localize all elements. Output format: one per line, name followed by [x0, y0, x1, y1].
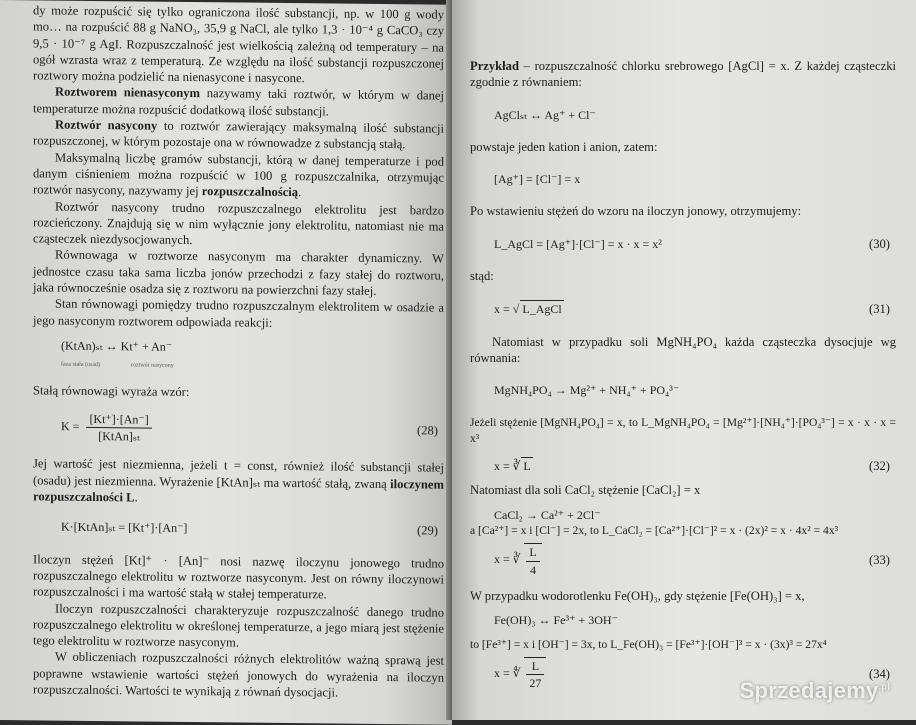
equation-30: L_AgCl = [Ag⁺]·[Cl⁻] = x · x = x² (30) [494, 236, 890, 251]
equation-ca-dissociation: CaCl₂ → Ca²⁺ + 2Cl⁻ [494, 507, 601, 522]
reaction-label-solution: roztwór nasycony [130, 362, 174, 370]
paragraph-solubility-product: Jej wartość jest niezmienna, jeżeli t = const, również ilość substancji stałej (osadu) jest niezmienna. Wyrażenie [KtAn]ₛₜ ma wartość stałą, zwaną iloczynem rozpuszczalności L. [33, 456, 444, 505]
paragraph-solubility-intro: dy może rozpuścić się tylko ograniczona ilość substancji, np. w 100 g wody mo… na rozpuścić 88 g NaNO₃, 35,9 g NaCl, ale tylko 1,3 · 10⁻⁴ g CaCO₃ czy 9,5 · 10⁻⁷ g AgI. Rozpuszczalność jest wielkością zależną od temperatury – na ogół wzrasta wraz z temperaturą. Ze względu na ilość substancji rozpuszczonej roztwory można podzielić na nienasycone i nasycone. [33, 3, 444, 86]
term-solubility-product: iloczynem rozpuszczalności L [33, 476, 444, 505]
equation-fe-dissociation: Fe(OH)₃ ↔ Fe³⁺ + 3OH⁻ [494, 613, 618, 628]
equation-28: K = $\frac{[Kt^+]\cdot[An^-]}{\text{[KtAn]ₛₜ}}$ (28) [61, 411, 438, 444]
example-label: Przykład [470, 59, 519, 73]
term-solubility: rozpuszczalnością [201, 184, 299, 200]
equation-number: (32) [869, 458, 890, 473]
text-cacl2: Natomiast dla soli CaCl₂ stężenie [CaCl₂] = x [470, 483, 701, 498]
paragraph-unsaturated: Roztworem nienasyconym nazywamy taki roztwór, w którym w danej temperaturze można rozpuścić dodatkową ilość substancji. [33, 85, 444, 119]
equation-number: (29) [417, 523, 438, 538]
text-hence: stąd: [470, 269, 494, 284]
paragraph-characteristic: Iloczyn rozpuszczalności charakteryzuje rozpuszczalność danego trudno rozpuszczalnego elektrolitu w określonej temperaturze, a jego miarą jest stężenie tego elektrolitu w roztworze nasyconym. [33, 601, 444, 650]
left-page [0, 0, 452, 725]
term-unsaturated: Roztworem nienasyconym [55, 85, 200, 101]
term-saturated: Roztwór nasycony [55, 117, 158, 133]
equation-mg-dissociation: MgNH₄PO₄ → Mg²⁺ + NH₄⁺ + PO₄³⁻ [494, 383, 680, 398]
equation-number: (30) [869, 236, 890, 251]
text-mgnh4po4-dissociation: Natomiast w przypadku soli MgNH₄PO₄ każda cząsteczka dysocjuje wg równania: [470, 334, 896, 365]
right-page [452, 0, 916, 720]
fraction-l-over-27: $\frac{L}{27}$ [524, 657, 546, 692]
equation-31: x = √ L_AgCl (31) [494, 301, 890, 317]
reaction-label-solid: faza stała (osad) [61, 361, 100, 369]
equation-number: (31) [869, 301, 890, 316]
equation-33: x = ∛ $\frac{L}{4}$ (33) [494, 545, 890, 577]
example-paragraph: Przykład – rozpuszczalność chlorku srebrowego [AgCl] = x. Z każdej cząsteczki zgodnie z równaniem: [470, 59, 896, 90]
paragraph-solubility-definition: Maksymalną liczbę gramów substancji, którą w danej temperaturze i pod danym ciśnieniem można rozpuścić w 100 g rozpuszczalnika, otrzymując roztwór nasycony, nazywamy jej rozpuszczalnością. [33, 150, 444, 200]
equation-number: (28) [417, 423, 438, 439]
equation-number: (33) [869, 553, 890, 568]
reaction-formula: (KtAn)ₛₜ ↔ Kt⁺ + An⁻ faza stała (osad) roztwór nasycony [61, 338, 174, 370]
watermark-logo: Sprzedajemy$^{.pl}$ [739, 678, 890, 703]
text-mgnh4po4-product: Jeżeli stężenie [MgNH₄PO₄] = x, to L_MgNH₄PO₄ = [Mg²⁺]·[NH₄⁺]·[PO₄³⁻] = x · x · x = x³ [470, 415, 896, 445]
fraction-l-over-4: $\frac{L}{4}$ [524, 543, 541, 578]
text-feoh3-product: to [Fe³⁺] = x i [OH⁻] = 3x, to L_Fe(OH)₃ = [Fe³⁺]·[OH⁻]³ = x · (3x)³ = 27x⁴ [470, 637, 827, 651]
text-cacl2-product: a [Ca²⁺] = x i [Cl⁻] = 2x, to L_CaCl₂ = [Ca²⁺]·[Cl⁻]² = x · (2x)² = x · 4x² = 4x³ [470, 524, 839, 538]
paragraph-saturated: Roztwór nasycony to roztwór zawierający maksymalną ilość substancji rozpuszczonej, w którym pozostaje ona w równowadze z substancją stałą. [33, 117, 445, 152]
equilibrium-fraction: $\frac{[Kt^+]\cdot[An^-]}{\text{[KtAn]ₛₜ}}$ [86, 411, 151, 445]
equation-29: K·[KtAn]ₛₜ = [Kt⁺]·[An⁻] (29) [61, 519, 438, 538]
equation-number: (34) [869, 666, 890, 681]
equation-agcl-dissociation: AgClₛₜ ↔ Ag⁺ + Cl⁻ [494, 107, 596, 122]
paragraph-ionic-product: Iloczyn stężeń [Kt]⁺ · [An]⁻ nosi nazwę iloczynu jonowego trudno rozpuszczalnego elektrolitu w roztworze nasyconym. Jest on równy iloczynowi rozpuszczalności i ma wartość stałą w stałej temperaturze. [33, 551, 444, 602]
text-one-cation-anion: powstaje jeden kation i anion, zatem: [470, 139, 658, 154]
equation-34: x = ∜ $\frac{L}{27}$ (34) [494, 658, 890, 691]
paragraph-equilibrium-state: Stan równowagi pomiędzy trudno rozpuszczalnym elektrolitem w osadzie a jego nasyconym roztworem odpowiada reakcji: [33, 296, 444, 330]
paragraph-dilute: Roztwór nasycony trudno rozpuszczalnego elektrolitu jest bardzo rozcieńczony. Znajdują się w nim wyłącznie jony elektrolitu, natomiast nie ma cząsteczek niezdysocjowanych. [33, 199, 444, 248]
paragraph-dynamic-equilibrium: Równowaga w roztworze nasyconym ma charakter dynamiczny. W jednostce czasu taka sama liczba jonów przechodzi z fazy stałej do roztworu, jaka równocześnie osadza się z roztworu na powierzchni fazy stałej. [33, 248, 444, 298]
paragraph-calculations: W obliczeniach rozpuszczalności różnych elektrolitów ważną sprawą jest poprawne wstawienie wartości stężeń jonowych do wyrażenia na iloczyn rozpuszczalności. Wartości te wynikają z równań dysocjacji. [33, 649, 444, 700]
equation-32: x = ∛ L (32) [494, 458, 890, 474]
paragraph-constant: Stałą równowagi wyraża wzór: [33, 382, 190, 399]
equation-ion-concentration: [Ag⁺] = [Cl⁻] = x [494, 172, 581, 187]
text-feoh3: W przypadku wodorotlenku Fe(OH)₃, gdy stężenie [Fe(OH)₃] = x, [470, 588, 805, 603]
text-substitution: Po wstawieniu stężeń do wzoru na iloczyn jonowy, otrzymujemy: [470, 204, 802, 219]
